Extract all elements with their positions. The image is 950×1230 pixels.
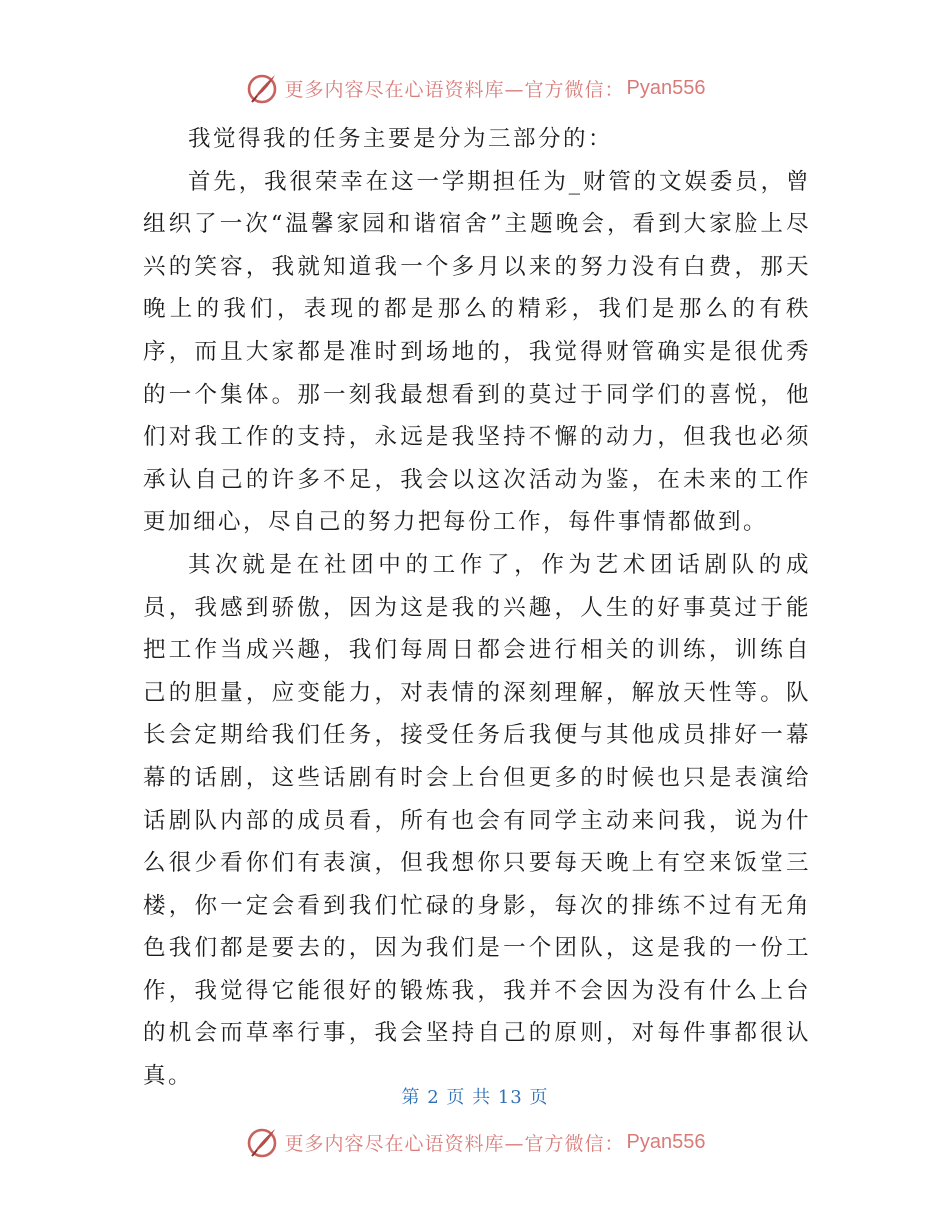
paragraph-first: 首先，我很荣幸在这一学期担任为_财管的文娱委员，曾组织了一次“温馨家园和谐宿舍”主题晚会，看到大家脸上尽兴的笑容，我就知道我一个多月以来的努力没有白费，那天晚上的我们，表现的都是那么的精彩，我们是那么的有秩序，而且大家都是准时到场地的，我觉得财管确实是很优秀的一个集体。那一刻我最想看到的莫过于同学们的喜悦，他们对我工作的支持，永远是我坚持不懈的动力，但我也必须承认自己的许多不足，我会以这次活动为鉴，在未来的工作更加细心，尽自己的努力把每份工作，每件事情都做到。	[143, 168, 811, 536]
page-number: 第 2 页 共 13 页	[401, 1087, 549, 1108]
quill-logo-icon	[245, 1124, 281, 1160]
quill-logo-icon	[245, 70, 281, 106]
watermark-id: Pyan556	[626, 1130, 706, 1153]
watermark-text: 更多内容尽在心语资料库—官方微信：	[284, 1132, 625, 1155]
paragraph-second: 其次就是在社团中的工作了，作为艺术团话剧队的成员，我感到骄傲，因为这是我的兴趣，人生的好事莫过于能把工作当成兴趣，我们每周日都会进行相关的训练，训练自己的胆量，应变能力，对表情的深刻理解，解放天性等。队长会定期给我们任务，接受任务后我便与其他成员排好一幕幕的话剧，这些话剧有时会上台但更多的时候也只是表演给话剧队内部的成员看，所有也会有同学主动来问我，说为什么很少看你们有表演，但我想你只要每天晚上有空来饭堂三楼，你一定会看到我们忙碌的身影，每次的排练不过有无角色我们都是要去的，因为我们是一个团队，这是我的一份工作，我觉得它能很好的锻炼我，我并不会因为没有什么上台的机会而草率行事，我会坚持自己的原则，对每件事都很认真。	[143, 551, 811, 1090]
watermark-id: Pyan556	[626, 76, 706, 99]
watermark-footer	[0, 1122, 950, 1162]
watermark-text: 更多内容尽在心语资料库—官方微信：	[284, 78, 625, 101]
watermark-header	[0, 68, 950, 108]
document-body	[143, 118, 811, 1098]
paragraph-intro: 我觉得我的任务主要是分为三部分的：	[188, 126, 614, 152]
